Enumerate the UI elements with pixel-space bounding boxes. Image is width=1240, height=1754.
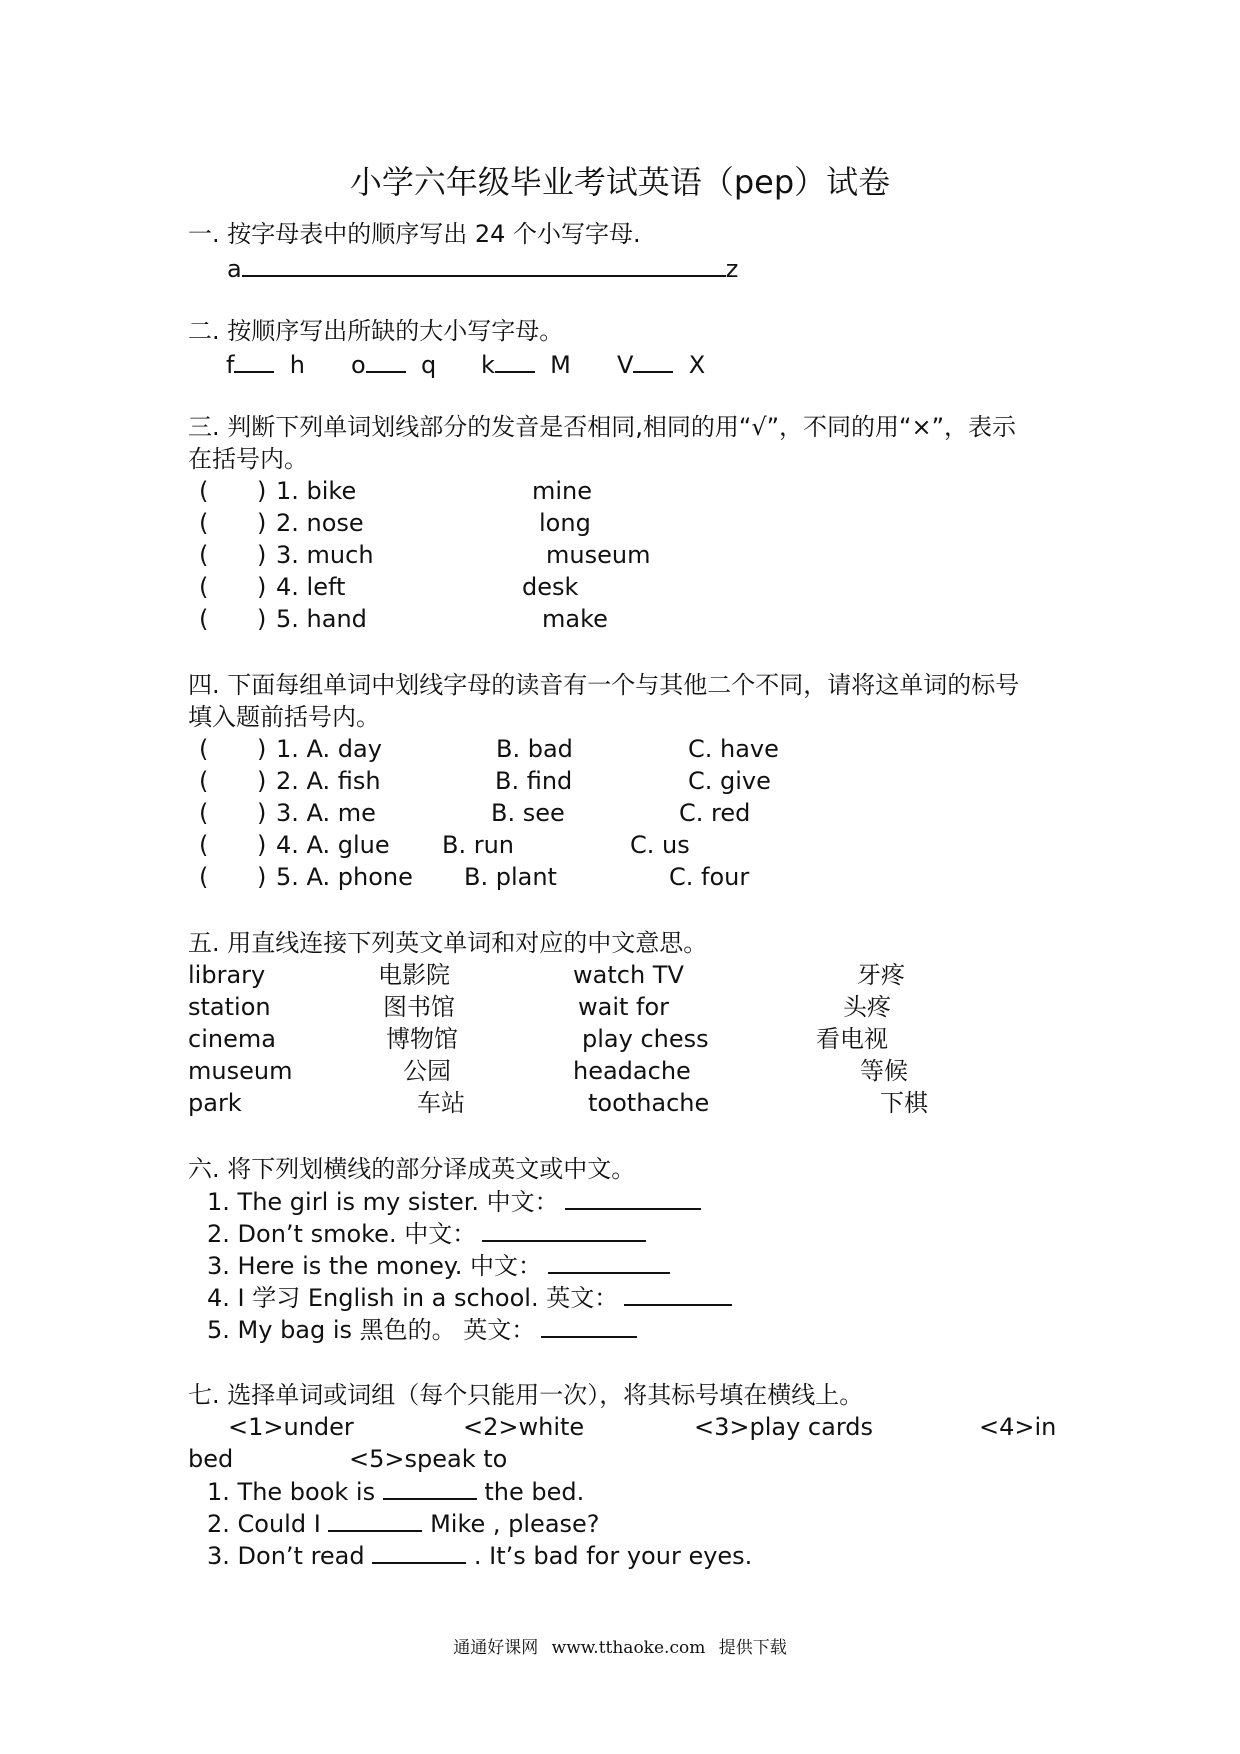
section-4-heading-line2: 填入题前括号内。	[188, 703, 380, 731]
section-1-heading: 一. 按字母表中的顺序写出 24 个小写字母.	[188, 220, 641, 248]
chinese-meaning-2[interactable]: 看电视	[816, 1025, 888, 1053]
section-3-heading-line2: 在括号内。	[188, 445, 308, 473]
word-a: 3. much	[276, 541, 374, 569]
option-a: 3. A. me	[276, 799, 376, 827]
english-phrase[interactable]: toothache	[588, 1089, 710, 1117]
answer-paren-close: )	[257, 477, 267, 505]
word-b: desk	[522, 573, 579, 601]
word-option-4-continued: bed	[188, 1445, 234, 1473]
translation-item	[207, 1282, 732, 1313]
letter-after: q	[420, 351, 437, 379]
answer-paren-open[interactable]: (	[199, 831, 209, 859]
option-a: 5. A. phone	[276, 863, 413, 891]
answer-paren-close: )	[257, 863, 267, 891]
letter-blank[interactable]	[495, 349, 535, 373]
chinese-meaning[interactable]: 公园	[403, 1057, 451, 1085]
answer-paren-close: )	[257, 735, 267, 763]
answer-blank[interactable]	[328, 1508, 422, 1532]
option-b: B. find	[495, 767, 573, 795]
option-b: B. run	[442, 831, 515, 859]
word-a: 2. nose	[276, 509, 364, 537]
option-a: 4. A. glue	[276, 831, 390, 859]
section-6-heading: 六. 将下列划横线的部分译成英文或中文。	[188, 1155, 636, 1183]
letter-blank[interactable]	[633, 349, 673, 373]
option-c: C. red	[679, 799, 751, 827]
option-c: C. give	[688, 767, 771, 795]
answer-paren-close: )	[257, 831, 267, 859]
chinese-meaning[interactable]: 博物馆	[386, 1025, 458, 1053]
fill-in-item	[207, 1508, 600, 1539]
chinese-meaning-2[interactable]: 下棋	[880, 1089, 928, 1117]
english-word[interactable]: station	[188, 993, 271, 1021]
sentence-start: 3. Don’t read	[207, 1542, 365, 1570]
english-word[interactable]: museum	[188, 1057, 293, 1085]
answer-paren-close: )	[257, 541, 267, 569]
letter-blank[interactable]	[234, 349, 274, 373]
translation-item	[207, 1314, 637, 1345]
answer-paren-open[interactable]: (	[199, 767, 209, 795]
english-word[interactable]: park	[188, 1089, 242, 1117]
page-footer	[0, 1637, 1240, 1659]
answer-paren-open[interactable]: (	[199, 735, 209, 763]
sentence-start: 1. The book is	[207, 1478, 376, 1506]
option-c: C. have	[688, 735, 779, 763]
answer-paren-open[interactable]: (	[199, 509, 209, 537]
word-b: make	[542, 605, 608, 633]
translation-item	[207, 1218, 646, 1249]
fill-in-item	[207, 1540, 752, 1571]
word-b: long	[539, 509, 591, 537]
answer-blank[interactable]	[383, 1476, 477, 1500]
section-5-heading: 五. 用直线连接下列英文单词和对应的中文意思。	[188, 929, 708, 957]
footer-url[interactable]: www.tthaoke.com	[551, 1638, 706, 1658]
sentence-end: Mike , please?	[430, 1510, 600, 1538]
answer-paren-open[interactable]: (	[199, 541, 209, 569]
word-a: 5. hand	[276, 605, 367, 633]
answer-blank[interactable]	[541, 1314, 637, 1338]
english-phrase[interactable]: play chess	[582, 1025, 709, 1053]
word-option-4: <4>in	[979, 1413, 1057, 1441]
chinese-meaning[interactable]: 图书馆	[383, 993, 455, 1021]
option-c: C. us	[630, 831, 690, 859]
fill-in-item	[207, 1476, 584, 1507]
letter-before: f	[226, 351, 235, 379]
word-option-3: <3>play cards	[694, 1413, 874, 1441]
option-b: B. plant	[464, 863, 557, 891]
missing-letter-item	[226, 349, 305, 380]
section-4-heading-line1: 四. 下面每组单词中划线字母的读音有一个与其他二个不同，请将这单词的标号	[188, 671, 1020, 699]
word-option-2: <2>white	[463, 1413, 585, 1441]
word-a: 4. left	[276, 573, 346, 601]
answer-paren-open[interactable]: (	[199, 605, 209, 633]
page-title: 小学六年级毕业考试英语（pep）试卷	[349, 163, 891, 201]
answer-paren-open[interactable]: (	[199, 477, 209, 505]
answer-paren-close: )	[257, 767, 267, 795]
translation-prompt: 3. Here is the money. 中文：	[207, 1252, 542, 1280]
answer-paren-open[interactable]: (	[199, 799, 209, 827]
english-word[interactable]: library	[188, 961, 266, 989]
alphabet-end: z	[725, 255, 739, 283]
translation-prompt: 2. Don’t smoke. 中文：	[207, 1220, 477, 1248]
option-c: C. four	[669, 863, 750, 891]
sentence-start: 2. Could I	[207, 1510, 321, 1538]
option-b: B. see	[491, 799, 565, 827]
footer-site-name: 通通好课网	[453, 1638, 539, 1658]
section-1-answer-line	[227, 253, 738, 284]
footer-note: 提供下载	[718, 1638, 787, 1658]
option-b: B. bad	[496, 735, 573, 763]
word-a: 1. bike	[276, 477, 357, 505]
word-b: museum	[546, 541, 651, 569]
translation-prompt: 4. I 学习 English in a school. 英文：	[207, 1284, 619, 1312]
missing-letter-item	[351, 349, 436, 380]
sentence-end: . It’s bad for your eyes.	[473, 1542, 753, 1570]
translation-prompt: 1. The girl is my sister. 中文：	[207, 1188, 559, 1216]
english-word[interactable]: cinema	[188, 1025, 276, 1053]
translation-prompt: 5. My bag is 黑色的。 英文：	[207, 1316, 536, 1344]
word-b: mine	[532, 477, 593, 505]
option-a: 2. A. fish	[276, 767, 381, 795]
word-option-5: <5>speak to	[349, 1445, 508, 1473]
chinese-meaning-2[interactable]: 头疼	[843, 993, 891, 1021]
answer-paren-close: )	[257, 605, 267, 633]
answer-blank[interactable]	[372, 1540, 466, 1564]
missing-letter-item	[617, 349, 705, 380]
chinese-meaning-2[interactable]: 牙疼	[857, 961, 905, 989]
english-phrase[interactable]: watch TV	[573, 961, 684, 989]
answer-blank[interactable]	[565, 1186, 701, 1210]
english-phrase[interactable]: headache	[573, 1057, 691, 1085]
section-2-heading: 二. 按顺序写出所缺的大小写字母。	[188, 317, 564, 345]
chinese-meaning-2[interactable]: 等候	[860, 1057, 908, 1085]
answer-blank[interactable]	[624, 1282, 732, 1306]
missing-letter-item	[481, 349, 571, 380]
section-7-heading: 七. 选择单词或词组（每个只能用一次），将其标号填在横线上。	[188, 1381, 864, 1409]
answer-paren-open[interactable]: (	[199, 863, 209, 891]
option-a: 1. A. day	[276, 735, 382, 763]
section-3-heading-line1: 三. 判断下列单词划线部分的发音是否相同,相同的用“√”，不同的用“×”，表示	[188, 413, 1017, 441]
letter-before: V	[617, 351, 634, 379]
letter-after: X	[688, 351, 706, 379]
alphabet-start: a	[227, 255, 242, 283]
chinese-meaning[interactable]: 电影院	[378, 961, 450, 989]
word-option-1: <1>under	[228, 1413, 354, 1441]
translation-item	[207, 1186, 701, 1217]
answer-paren-close: )	[257, 799, 267, 827]
english-phrase[interactable]: wait for	[578, 993, 670, 1021]
chinese-meaning[interactable]: 车站	[417, 1089, 465, 1117]
answer-blank[interactable]	[548, 1250, 670, 1274]
answer-blank[interactable]	[482, 1218, 646, 1242]
letter-blank[interactable]	[366, 349, 406, 373]
alphabet-blank[interactable]	[242, 253, 726, 277]
answer-paren-close: )	[257, 573, 267, 601]
answer-paren-open[interactable]: (	[199, 573, 209, 601]
sentence-end: the bed.	[484, 1478, 585, 1506]
letter-before: k	[481, 351, 495, 379]
letter-before: o	[351, 351, 366, 379]
letter-after: M	[550, 351, 571, 379]
letter-after: h	[289, 351, 305, 379]
translation-item	[207, 1250, 670, 1281]
answer-paren-close: )	[257, 509, 267, 537]
